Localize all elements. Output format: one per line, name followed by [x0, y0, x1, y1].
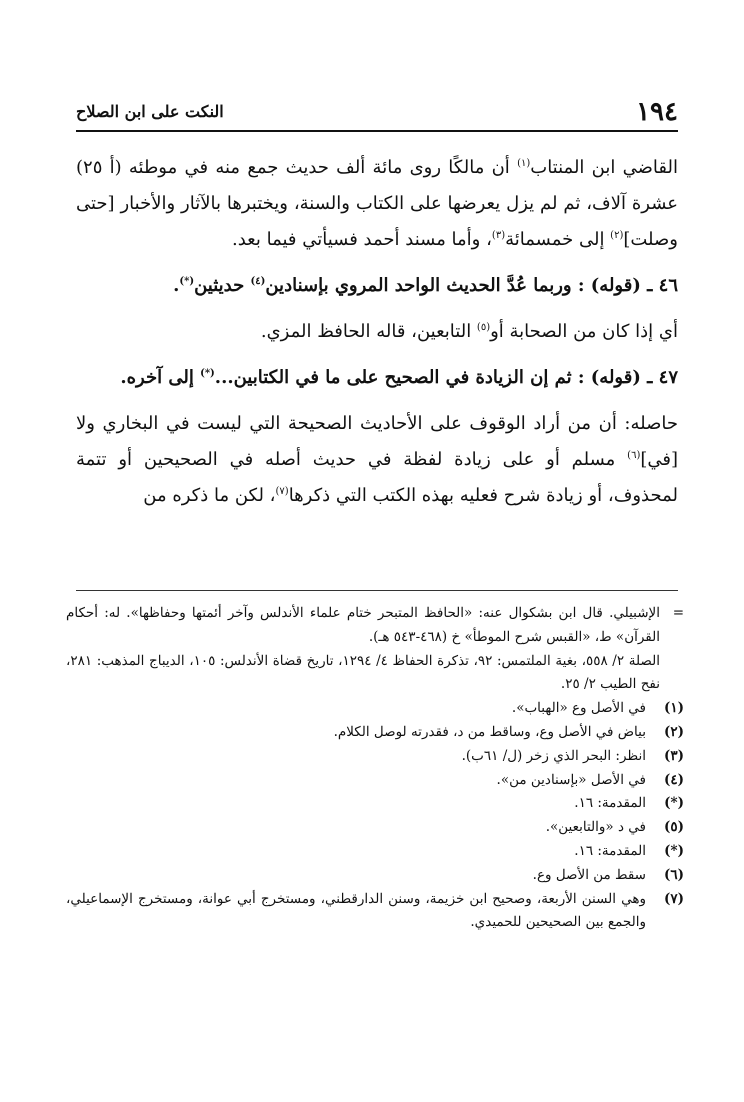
footnote-item: (١) في الأصل وع «الهباب».	[66, 697, 684, 721]
footnote-ref: (٣)	[491, 230, 506, 241]
footnote-ref: (*)	[179, 276, 195, 287]
paragraph-3: حاصله: أن من أراد الوقوف على الأحاديث الصحيحة التي ليست في البخاري ولا [في]$^{(٦)}$ مسلم أو على زيادة لفظة في حديث أصله في الصحيحين أو تتمة لمحذوف، أو زيادة شرح فعليه بهذه الكتب التي ذكرها$^{(٧)}$، لكن ما ذكره من	[76, 413, 678, 506]
section-number: ٤٦ ـ	[647, 275, 678, 296]
paragraph-2: أي إذا كان من الصحابة أو$^{(٥)}$ التابعين، قاله الحافظ المزي.	[260, 321, 678, 342]
footnote-item: (٤) في الأصل «بإسنادين من».	[66, 769, 684, 793]
main-text	[76, 150, 678, 514]
section-46: ٤٦ ـ (قوله) : وربما عُدَّ الحديث الواحد المروي بإسنادين$^{(٤)}$ حديثين(*).	[173, 275, 678, 296]
footnote-mark: (١)	[663, 700, 684, 717]
paragraph-1: القاضي ابن المنتاب$^{(١)}$ أن مالكًا روى مائة ألف حديث جمع منه في موطئه (أ ٢٥) عشرة آلاف، ثم لم يزل يعرضها على الكتاب والسنة، ويختبرها بالآثار والأخبار [حتى وصلت]$^{(٢)}$ إلى خمسمائة$^{(٣)}$، وأما مسند أحمد فسيأتي فيما بعد.	[76, 157, 679, 250]
footnote-separator	[76, 590, 678, 591]
page-number: ١٩٤	[636, 97, 678, 127]
footnote-mark: (*)	[664, 842, 684, 859]
footnote-mark: (٤)	[663, 771, 684, 788]
footnote-ref: (٥)	[476, 322, 491, 333]
footnote-item: (٥) في د «والتابعين».	[66, 816, 684, 840]
footnote-ref: (٤)	[250, 276, 266, 287]
footnote-mark: (٦)	[663, 866, 684, 883]
footnote-item: (٣) انظر: البحر الذي زخر (ل/ ٦١ب).	[66, 745, 684, 769]
header-rule	[76, 130, 678, 132]
footnote-item: (*) المقدمة: ١٦.	[66, 792, 684, 816]
footnote-mark: (*)	[664, 795, 684, 812]
footnotes	[66, 602, 684, 935]
section-number: ٤٧ ـ	[647, 367, 678, 388]
footnote-continuation: = الإشبيلي. قال ابن بشكوال عنه: «الحافظ المتبحر ختام علماء الأندلس وآخر أئمتها وحفاظها». له: أحكام القرآن» ط، «القبس شرح الموطأ» خ (٤٦٨-٥٤٣ هـ). الصلة ٢/ ٥٥٨، بغية الملتمس: ٩٢، تذكرة الحفاظ ٤/ ١٢٩٤، تاريخ قضاة الأندلس: ١٠٥، الديباج المذهب: ٢٨١، نفح الطيب ٢/ ٢٥.	[66, 602, 684, 697]
continuation-mark: =	[672, 605, 684, 621]
footnote-mark: (٢)	[663, 723, 684, 740]
section-47: ٤٧ ـ (قوله) : ثم إن الزيادة في الصحيح على ما في الكتابين...(*) إلى آخره.	[120, 367, 678, 388]
footnote-ref: (٢)	[610, 230, 624, 241]
page-header	[76, 96, 678, 128]
running-title: النكت على ابن الصلاح	[76, 102, 224, 121]
footnote-ref: (١)	[517, 158, 531, 169]
footnote-mark: (٣)	[663, 747, 684, 764]
footnote-ref: (٧)	[275, 486, 289, 497]
section-lead: (قوله) :	[571, 275, 648, 296]
footnote-ref: (٦)	[627, 450, 641, 461]
footnote-ref: (*)	[200, 368, 215, 379]
footnote-item: (٧) وهي السنن الأربعة، وصحيح ابن خزيمة، وسنن الدارقطني، ومستخرج أبي عوانة، ومستخرج الإسماعيلي، والجمع بين الصحيحين للحميدي.	[66, 888, 684, 936]
footnote-item: (٢) بياض في الأصل وع، وساقط من د، فقدرته لوصل الكلام.	[66, 721, 684, 745]
footnote-item: (*) المقدمة: ١٦.	[66, 840, 684, 864]
footnote-mark: (٧)	[663, 890, 684, 907]
section-lead: (قوله) :	[571, 367, 648, 388]
footnote-mark: (٥)	[663, 819, 684, 836]
footnote-item: (٦) سقط من الأصل وع.	[66, 864, 684, 888]
